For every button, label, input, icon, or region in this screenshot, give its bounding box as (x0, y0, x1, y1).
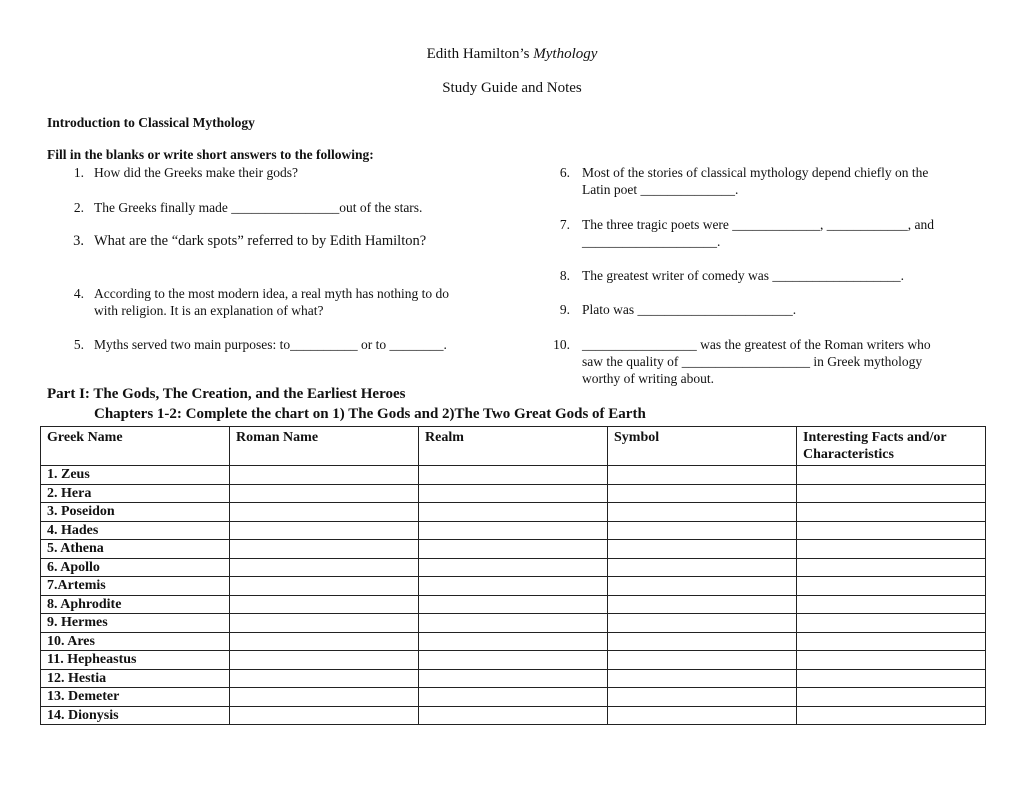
greek-name-cell: 9. Hermes (41, 614, 230, 633)
question-number: 1. (73, 165, 84, 180)
symbol-cell[interactable] (608, 651, 797, 670)
greek-name-cell: 14. Dionysis (41, 706, 230, 725)
symbol-cell[interactable] (608, 632, 797, 651)
roman-name-cell[interactable] (230, 521, 419, 540)
greek-name-cell: 12. Hestia (41, 669, 230, 688)
instructions: Fill in the blanks or write short answers to the following: (47, 147, 374, 162)
greek-name-cell: 10. Ares (41, 632, 230, 651)
facts-cell[interactable] (797, 706, 986, 725)
realm-cell[interactable] (419, 521, 608, 540)
roman-name-cell[interactable] (230, 595, 419, 614)
table-row (41, 632, 986, 651)
table-row (41, 614, 986, 633)
greek-name-cell: 3. Poseidon (41, 503, 230, 522)
roman-name-cell[interactable] (230, 577, 419, 596)
question-number: 10. (553, 337, 570, 352)
facts-cell[interactable] (797, 484, 986, 503)
table-row (41, 521, 986, 540)
title-book: Mythology (533, 46, 598, 62)
realm-cell[interactable] (419, 503, 608, 522)
question-text: Myths served two main purposes: to__________ or to ________. (94, 337, 447, 352)
table-row (41, 540, 986, 559)
roman-name-cell[interactable] (230, 688, 419, 707)
table-row (41, 484, 986, 503)
table-row (41, 688, 986, 707)
realm-cell[interactable] (419, 466, 608, 485)
question-text: What are the “dark spots” referred to by Edith Hamilton? (94, 233, 427, 249)
question-text: worthy of writing about. (582, 371, 714, 386)
facts-cell[interactable] (797, 632, 986, 651)
roman-name-cell[interactable] (230, 669, 419, 688)
question-number: 4. (73, 286, 84, 301)
question-text: Plato was _______________________. (582, 302, 797, 317)
symbol-cell[interactable] (608, 466, 797, 485)
column-header-roman-name: Roman Name (230, 427, 419, 466)
table-row (41, 466, 986, 485)
facts-cell[interactable] (797, 669, 986, 688)
facts-cell[interactable] (797, 558, 986, 577)
facts-cell[interactable] (797, 651, 986, 670)
greek-name-cell: 7.Artemis (41, 577, 230, 596)
greek-name-cell: 11. Hepheastus (41, 651, 230, 670)
title-author: Edith Hamilton’s (426, 46, 534, 62)
symbol-cell[interactable] (608, 706, 797, 725)
realm-cell[interactable] (419, 595, 608, 614)
table-row (41, 577, 986, 596)
facts-cell[interactable] (797, 503, 986, 522)
facts-cell[interactable] (797, 595, 986, 614)
symbol-cell[interactable] (608, 503, 797, 522)
table-row (41, 503, 986, 522)
realm-cell[interactable] (419, 688, 608, 707)
question-text: with religion. It is an explanation of what? (94, 303, 324, 318)
roman-name-cell[interactable] (230, 706, 419, 725)
greek-name-cell: 8. Aphrodite (41, 595, 230, 614)
symbol-cell[interactable] (608, 577, 797, 596)
realm-cell[interactable] (419, 484, 608, 503)
greek-name-cell: 6. Apollo (41, 558, 230, 577)
question-number: 7. (559, 217, 570, 232)
roman-name-cell[interactable] (230, 632, 419, 651)
symbol-cell[interactable] (608, 484, 797, 503)
realm-cell[interactable] (419, 614, 608, 633)
roman-name-cell[interactable] (230, 614, 419, 633)
realm-cell[interactable] (419, 706, 608, 725)
question-text: _________________ was the greatest of the Roman writers who (582, 337, 931, 352)
symbol-cell[interactable] (608, 540, 797, 559)
question-number: 3. (73, 233, 84, 249)
realm-cell[interactable] (419, 558, 608, 577)
question-text: The Greeks finally made ________________out of the stars. (94, 200, 423, 215)
roman-name-cell[interactable] (230, 558, 419, 577)
facts-cell[interactable] (797, 466, 986, 485)
table-row (41, 651, 986, 670)
question-number: 6. (559, 165, 570, 180)
roman-name-cell[interactable] (230, 540, 419, 559)
column-header-greek-name: Greek Name (41, 427, 230, 466)
question-text: According to the most modern idea, a real myth has nothing to do (94, 286, 450, 301)
question-text: How did the Greeks make their gods? (94, 165, 298, 180)
column-header-facts: Interesting Facts and/or Characteristics (797, 427, 986, 466)
facts-cell[interactable] (797, 521, 986, 540)
question-number: 2. (73, 200, 84, 215)
question-text: saw the quality of ___________________ in Greek mythology (582, 354, 923, 369)
table-row (41, 669, 986, 688)
greek-name-cell: 2. Hera (41, 484, 230, 503)
roman-name-cell[interactable] (230, 503, 419, 522)
facts-cell[interactable] (797, 540, 986, 559)
greek-name-cell: 5. Athena (41, 540, 230, 559)
greek-name-cell: 13. Demeter (41, 688, 230, 707)
realm-cell[interactable] (419, 669, 608, 688)
symbol-cell[interactable] (608, 595, 797, 614)
question-text: The greatest writer of comedy was ___________________. (582, 268, 905, 283)
question-text: Most of the stories of classical mythology depend chiefly on the (582, 165, 929, 180)
table-header-row (41, 427, 986, 466)
question-text: ____________________. (582, 234, 721, 249)
table-row (41, 558, 986, 577)
realm-cell[interactable] (419, 651, 608, 670)
facts-cell[interactable] (797, 614, 986, 633)
roman-name-cell[interactable] (230, 651, 419, 670)
question-number: 5. (73, 337, 84, 352)
facts-cell[interactable] (797, 577, 986, 596)
roman-name-cell[interactable] (230, 484, 419, 503)
table-row (41, 706, 986, 725)
symbol-cell[interactable] (608, 688, 797, 707)
facts-cell[interactable] (797, 688, 986, 707)
realm-cell[interactable] (419, 540, 608, 559)
question-number: 8. (559, 268, 570, 283)
document-title (0, 46, 1024, 63)
greek-name-cell: 1. Zeus (41, 466, 230, 485)
symbol-cell[interactable] (608, 669, 797, 688)
symbol-cell[interactable] (608, 558, 797, 577)
column-header-realm: Realm (419, 427, 608, 466)
realm-cell[interactable] (419, 577, 608, 596)
question-text: Latin poet ______________. (582, 182, 739, 197)
gods-chart-table (40, 426, 986, 725)
symbol-cell[interactable] (608, 614, 797, 633)
roman-name-cell[interactable] (230, 466, 419, 485)
symbol-cell[interactable] (608, 521, 797, 540)
document-subtitle: Study Guide and Notes (442, 80, 582, 96)
part1-heading: Part I: The Gods, The Creation, and the Earliest Heroes (47, 386, 406, 402)
question-number: 9. (559, 302, 570, 317)
column-header-symbol: Symbol (608, 427, 797, 466)
table-row (41, 595, 986, 614)
chapters-heading: Chapters 1-2: Complete the chart on 1) The Gods and 2)The Two Great Gods of Earth (94, 406, 646, 422)
intro-heading: Introduction to Classical Mythology (47, 115, 255, 130)
question-text: The three tragic poets were _____________, ____________, and (582, 217, 935, 232)
greek-name-cell: 4. Hades (41, 521, 230, 540)
realm-cell[interactable] (419, 632, 608, 651)
